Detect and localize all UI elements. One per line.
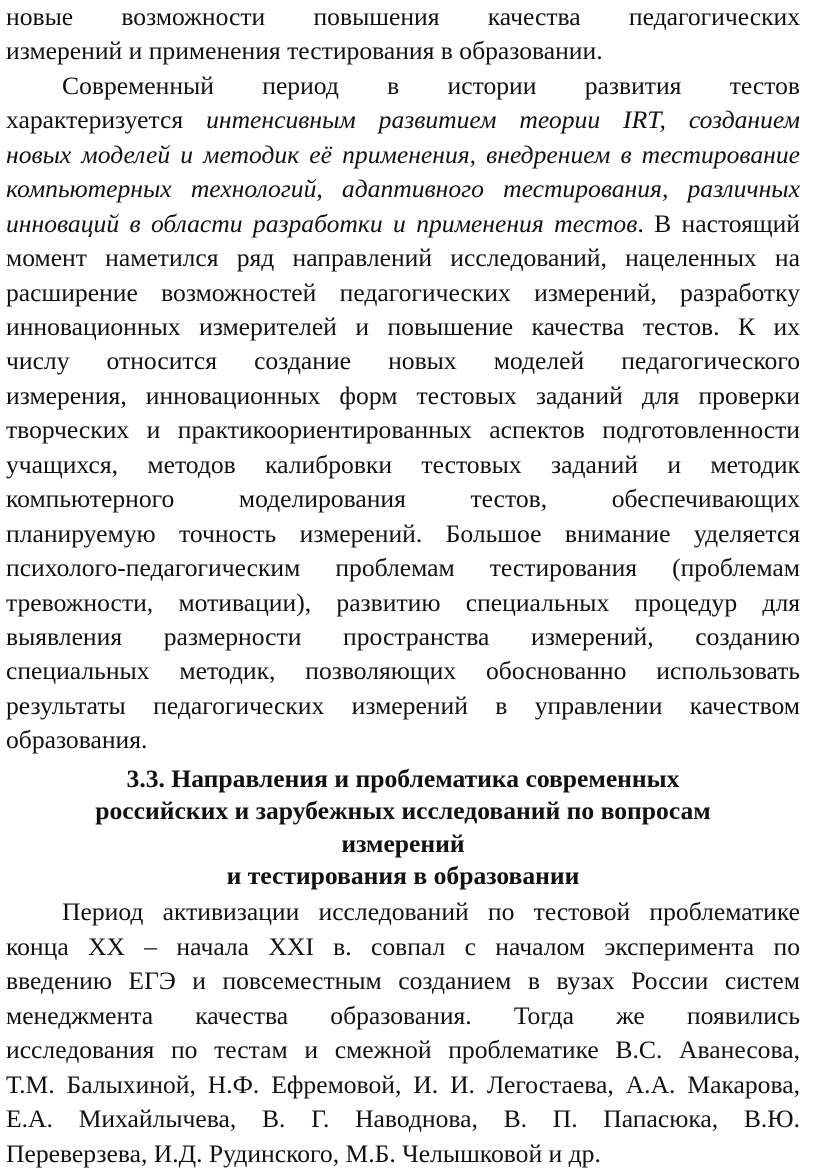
section-heading-line-4: и тестирования в образовании [226,861,580,891]
p2-line-17: выявления размерности пространства измерений, созданию [6,621,800,651]
p2-line-8: инновационных измерителей и повышение качества тестов. К их [6,311,800,341]
p2-line-11: творческих и практикоориентированных аспектов подготовленности [6,415,800,445]
p2-line-13: компьютерного моделирования тестов, обеспечивающих [6,484,800,514]
p3-line-3: введению ЕГЭ и повсеместным созданием в вузах России систем [6,966,800,996]
p2-line-6: момент наметился ряд направлений исследований, нацеленных на [6,243,800,273]
p2-line-4: компьютерных технологий, адаптивного тестирования, различных [6,174,800,204]
p2-line-1: Современный период в истории развития тестов [62,70,800,100]
p3-line-5: исследования по тестам и смежной проблематике В.С. Аванесова, [6,1035,800,1065]
p2-line-5-regular: . В настоящий [637,208,800,238]
p2-line-2-italic: интенсивным развитием теории IRT, созданием [206,105,800,135]
p3-line-2: конца XX – начала XXI в. совпал с началом эксперимента по [6,931,800,961]
p2-line-2 [6,103,800,137]
p2-line-20: образования. [6,725,148,755]
section-heading-line-3: измерений [341,828,465,858]
p1-line-1: новые возможности повышения качества педагогических [6,2,800,31]
p3-line-1: Период активизации исследований по тестовой проблематике [62,897,800,927]
p2-line-14: планируемую точность измерений. Большое внимание уделяется [6,518,800,548]
p2-line-16: тревожности, мотивации), развитию специальных процедур для [6,587,800,617]
section-heading-line-2: российских и зарубежных исследований по вопросам [95,796,711,826]
p2-line-7: расширение возможностей педагогических измерений, разработку [6,277,800,307]
p3-line-6: Т.М. Балыхиной, Н.Ф. Ефремовой, И. И. Легостаева, А.А. Макарова, [6,1069,800,1099]
p1-line-2: измерений и применения тестирования в образовании. [6,36,603,66]
section-heading-line-1: 3.3. Направления и проблематика современных [126,763,680,793]
p3-line-4: менеджмента качества образования. Тогда же появились [6,1000,800,1030]
p2-line-12: учащихся, методов калибровки тестовых заданий и методик [6,449,800,479]
p2-line-3: новых моделей и методик её применения, внедрением в тестирование [6,139,800,169]
p2-line-5-italic: инноваций в области разработки и применения тестов [6,208,638,238]
p3-line-8: Переверзева, И.Д. Рудинского, М.Б. Челышковой и др. [6,1138,601,1168]
p2-line-9: числу относится создание новых моделей педагогического [6,346,800,376]
p2-line-18: специальных методик, позволяющих обоснованно использовать [6,656,800,686]
p2-line-2-regular: характеризуется [6,105,184,135]
p2-line-19: результаты педагогических измерений в управлении качеством [6,690,800,720]
p2-line-15: психолого-педагогическим проблемам тестирования (проблемам [6,553,800,583]
p3-line-7: Е.А. Михайлычева, В. Г. Наводнова, В. П. Папасюка, В.Ю. [6,1104,800,1134]
p2-line-5 [6,207,800,241]
p2-line-10: измерения, инновационных форм тестовых заданий для проверки [6,380,800,410]
